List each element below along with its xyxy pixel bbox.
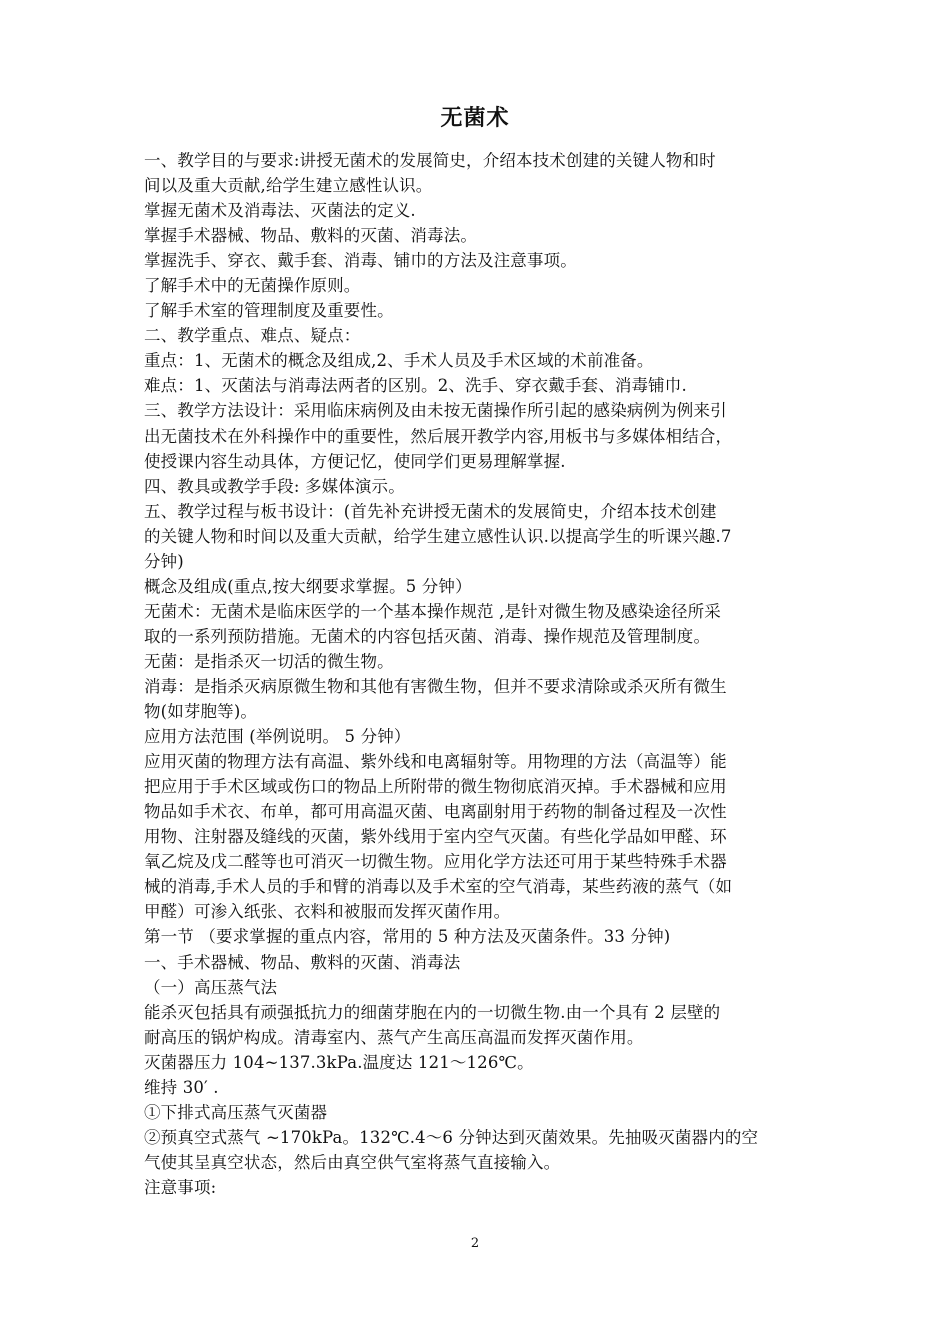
text-line: 三、教学方法设计：采用临床病例及由未按无菌操作所引起的感染病例为例来引: [144, 401, 727, 421]
text-line: 掌握手术器械、物品、敷料的灭菌、消毒法。: [144, 226, 477, 246]
text-line: 物品如手术衣、布单，都可用高温灭菌、电离副射用于药物的制备过程及一次性: [144, 802, 727, 822]
text-line: 一、教学目的与要求:讲授无菌术的发展简史，介绍本技术创建的关键人物和时: [144, 151, 716, 170]
text-line: 注意事项:: [144, 1177, 217, 1197]
text-line: 难点：1、灭菌法与消毒法两者的区别。2、洗手、穿衣戴手套、消毒铺巾.: [144, 376, 687, 396]
text-line: ②预真空式蒸气 ~170kPa。132℃.4～6 分钟达到灭菌效果。先抽吸灭菌器内的空: [144, 1127, 759, 1147]
text-line: 的关键人物和时间以及重大贡献，给学生建立感性认识.以提高学生的听课兴趣.7: [144, 526, 732, 546]
document-body: [144, 148, 816, 1200]
text-line: （一）高压蒸气法: [144, 977, 278, 997]
text-line: 第一节 （要求掌握的重点内容，常用的 5 种方法及灭菌条件。33 分钟): [144, 927, 671, 947]
text-line: 五、教学过程与板书设计：(首先补充讲授无菌术的发展简史，介绍本技术创建: [144, 501, 717, 521]
text-line: 掌握洗手、穿衣、戴手套、消毒、铺巾的方法及注意事项。: [144, 251, 577, 271]
text-line: 甲醛）可渗入纸张、衣料和被服而发挥灭菌作用。: [144, 902, 511, 922]
text-line: 能杀灭包括具有顽强抵抗力的细菌芽胞在内的一切微生物.由一个具有 2 层壁的: [144, 1002, 721, 1022]
text-line: 消毒：是指杀灭病原微生物和其他有害微生物，但并不要求清除或杀灭所有微生: [144, 676, 727, 696]
page-number: 2: [470, 1236, 480, 1251]
text-line: 用物、注射器及缝线的灭菌，紫外线用于室内空气灭菌。有些化学品如甲醛、环: [144, 827, 727, 847]
text-line: 使授课内容生动具体，方便记忆，使同学们更易理解掌握.: [144, 451, 566, 471]
text-line: 掌握无菌术及消毒法、灭菌法的定义.: [144, 201, 416, 221]
text-line: 无菌：是指杀灭一切活的微生物。: [144, 651, 394, 671]
text-line: 械的消毒,手术人员的手和臂的消毒以及手术室的空气消毒，某些药液的蒸气（如: [144, 877, 733, 897]
text-line: 维持 30′ .: [144, 1077, 219, 1097]
text-line: 了解手术中的无菌操作原则。: [144, 276, 361, 296]
text-line: 一、手术器械、物品、敷料的灭菌、消毒法: [144, 952, 461, 972]
text-line: 物(如芽胞等)。: [144, 702, 258, 722]
text-line: 无菌术：无菌术是临床医学的一个基本操作规范 ,是针对微生物及感染途径所采: [144, 601, 721, 621]
text-line: 间以及重大贡献,给学生建立感性认识。: [144, 176, 433, 196]
text-line: 了解手术室的管理制度及重要性。: [144, 301, 394, 321]
text-line: 分钟): [144, 551, 184, 571]
text-line: 重点：1、无菌术的概念及组成,2、手术人员及手术区域的术前准备。: [144, 351, 654, 371]
text-line: 把应用于手术区域或伤口的物品上所附带的微生物彻底消灭掉。手术器械和应用: [144, 777, 727, 797]
text-line: ①下排式高压蒸气灭菌器: [144, 1102, 328, 1122]
document-title: 无菌术: [440, 106, 510, 131]
text-line: 四、教具或教学手段: 多媒体演示。: [144, 476, 405, 496]
text-line: 灭菌器压力 104~137.3kPa.温度达 121～126℃。: [144, 1052, 534, 1072]
text-line: 耐高压的锅炉构成。清毒室内、蒸气产生高压高温而发挥灭菌作用。: [144, 1027, 644, 1047]
text-line: 概念及组成(重点,按大纲要求掌握。5 分钟）: [144, 576, 472, 596]
text-line: 应用方法范围 (举例说明。 5 分钟）: [144, 727, 411, 747]
text-line: 取的一系列预防措施。无菌术的内容包括灭菌、消毒、操作规范及管理制度。: [144, 626, 711, 646]
text-line: 应用灭菌的物理方法有高温、紫外线和电离辐射等。用物理的方法（高温等）能: [144, 752, 727, 772]
text-line: 二、教学重点、难点、疑点：: [144, 326, 361, 346]
text-line: 出无菌技术在外科操作中的重要性，然后展开教学内容,用板书与多媒体相结合，: [144, 426, 733, 446]
text-line: 气使其呈真空状态，然后由真空供气室将蒸气直接输入。: [144, 1152, 561, 1172]
text-line: 氧乙烷及戊二醛等也可消灭一切微生物。应用化学方法还可用于某些特殊手术器: [144, 852, 727, 872]
